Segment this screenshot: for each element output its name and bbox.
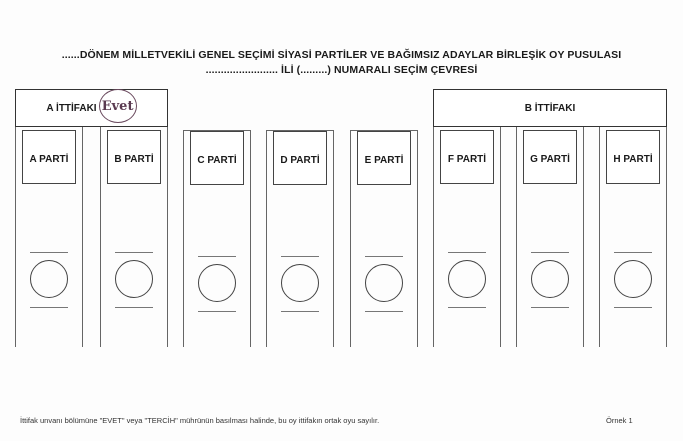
ballot-title-line-1: ......DÖNEM MİLLETVEKİLİ GENEL SEÇİMİ SİYASİ PARTİLER VE BAĞIMSIZ ADAYLAR BİRLEŞİK OY PUSULASI (61, 49, 622, 61)
party-column-e (350, 130, 418, 347)
party-box-d: D PARTİ (273, 131, 327, 185)
column-divider-bottom (115, 307, 153, 308)
alliance-b-header[interactable] (433, 89, 667, 127)
column-divider-top (30, 252, 68, 253)
column-divider-top (531, 252, 569, 253)
alliance-b-label: B İTTİFAKI (524, 102, 576, 114)
vote-circle-c[interactable] (198, 264, 236, 302)
party-box-f: F PARTİ (440, 130, 494, 184)
column-divider-top (198, 256, 236, 257)
party-column-g (516, 127, 584, 347)
vote-circle-a[interactable] (30, 260, 68, 298)
party-box-c: C PARTİ (190, 131, 244, 185)
column-divider-bottom (531, 307, 569, 308)
party-box-h: H PARTİ (606, 130, 660, 184)
ballot-grid (15, 89, 667, 347)
vote-circle-h[interactable] (614, 260, 652, 298)
column-divider-bottom (281, 311, 319, 312)
ballot-title-line-2: ........................ İLİ (.........) NUMARALI SEÇİM ÇEVRESİ (205, 64, 478, 76)
column-divider-top (365, 256, 403, 257)
column-divider-top (614, 252, 652, 253)
party-column-a (15, 127, 83, 347)
column-divider-bottom (614, 307, 652, 308)
party-column-d (266, 130, 334, 347)
column-divider-bottom (30, 307, 68, 308)
column-divider-top (115, 252, 153, 253)
alliance-a-header[interactable] (15, 89, 168, 127)
vote-circle-d[interactable] (281, 264, 319, 302)
party-box-e: E PARTİ (357, 131, 411, 185)
column-divider-bottom (198, 311, 236, 312)
party-column-h (599, 127, 667, 347)
vote-circle-g[interactable] (531, 260, 569, 298)
example-label: Örnek 1 (606, 416, 633, 425)
evet-stamp-icon: Evet (99, 89, 137, 123)
party-column-b (100, 127, 168, 347)
party-box-a: A PARTİ (22, 130, 76, 184)
alliance-a-label: A İTTİFAKI (46, 102, 97, 114)
vote-circle-b[interactable] (115, 260, 153, 298)
party-column-c (183, 130, 251, 347)
party-box-g: G PARTİ (523, 130, 577, 184)
party-box-b: B PARTİ (107, 130, 161, 184)
column-divider-bottom (365, 311, 403, 312)
column-divider-top (448, 252, 486, 253)
party-column-f (433, 127, 501, 347)
footer-note: İttifak unvanı bölümüne "EVET" veya "TERCİH" mührünün basılması halinde, bu oy ittifakın ortak oyu sayılır. (20, 416, 380, 425)
column-divider-bottom (448, 307, 486, 308)
vote-circle-e[interactable] (365, 264, 403, 302)
vote-circle-f[interactable] (448, 260, 486, 298)
column-divider-top (281, 256, 319, 257)
